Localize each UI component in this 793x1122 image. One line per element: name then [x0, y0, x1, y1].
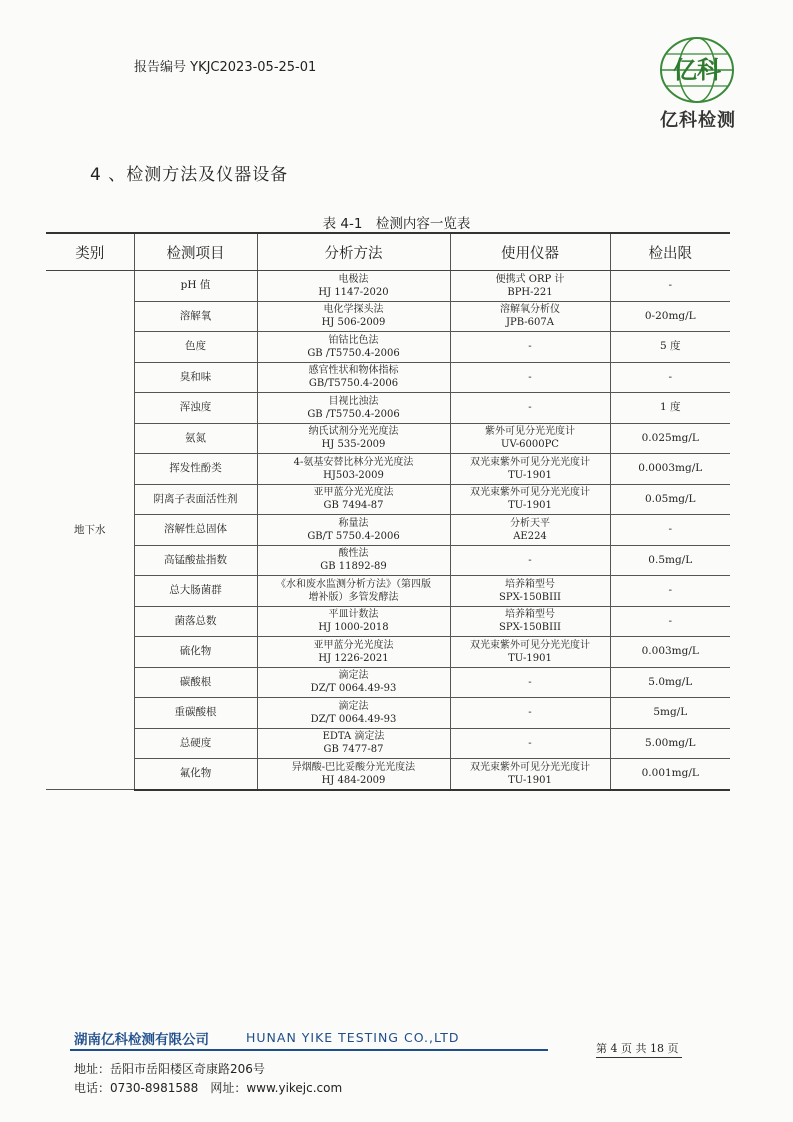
method-line: 酸性法: [338, 548, 369, 560]
method-line: GB 7494-87: [323, 500, 384, 512]
company-logo: [648, 34, 744, 131]
method-line: EDTA 滴定法: [322, 731, 385, 743]
instrument-line: JPB-607A: [506, 317, 554, 329]
logo-text: 亿科检测: [660, 110, 736, 131]
method-line: HJ 484-2009: [321, 774, 386, 786]
method-cell: [257, 728, 450, 759]
item-cell: 氟化物: [134, 759, 257, 790]
method-cell: [257, 515, 450, 546]
header-item: 检测项目: [134, 233, 257, 271]
header-limit: 检出限: [610, 233, 730, 271]
footer-address: 地址：岳阳市岳阳楼区奇康路206号: [74, 1062, 265, 1076]
limit-cell: -: [610, 271, 730, 302]
table-row: [46, 667, 730, 698]
instrument-line: TU-1901: [508, 469, 552, 481]
header-category: 类别: [46, 233, 134, 271]
instrument-line: -: [528, 341, 532, 353]
item-cell: 硫化物: [134, 637, 257, 668]
instrument-line: 培养箱型号: [505, 609, 555, 621]
table-row: [46, 332, 730, 363]
limit-cell: 5mg/L: [610, 698, 730, 729]
instrument-line: TU-1901: [508, 500, 552, 512]
item-cell: 阴离子表面活性剂: [134, 484, 257, 515]
table-row: [46, 576, 730, 607]
limit-cell: 0.001mg/L: [610, 759, 730, 790]
table-row: [46, 271, 730, 302]
method-line: 《水和废水监测分析方法》（第四版: [276, 578, 431, 590]
instrument-line: -: [528, 554, 532, 566]
instrument-line: 紫外可见分光光度计: [485, 426, 575, 438]
instrument-line: 便携式 ORP 计: [495, 273, 565, 285]
method-line: 纳氏试剂分光光度法: [308, 426, 399, 438]
category-cell: 地下水: [46, 271, 134, 790]
method-line: 4-氨基安替比林分光光度法: [293, 456, 414, 468]
method-line: GB/T 5750.4-2006: [307, 530, 400, 542]
table-row: [46, 545, 730, 576]
method-line: 电极法: [338, 273, 369, 285]
item-cell: 臭和味: [134, 362, 257, 393]
table-row: [46, 454, 730, 485]
method-line: HJ503-2009: [323, 469, 384, 481]
method-cell: [257, 393, 450, 424]
limit-cell: 0.05mg/L: [610, 484, 730, 515]
item-cell: 溶解性总固体: [134, 515, 257, 546]
report-number: 报告编号 YKJC2023-05-25-01: [134, 60, 317, 75]
item-cell: 挥发性酚类: [134, 454, 257, 485]
table-row: [46, 393, 730, 424]
method-line: 电化学探头法: [323, 304, 384, 316]
instrument-line: 双光束紫外可见分光光度计: [470, 456, 590, 468]
item-cell: 重碳酸根: [134, 698, 257, 729]
method-line: GB /T5750.4-2006: [307, 408, 400, 420]
method-line: 增补版）多管发酵法: [308, 591, 399, 603]
limit-cell: -: [610, 576, 730, 607]
method-cell: [257, 576, 450, 607]
table-row: [46, 515, 730, 546]
instrument-cell: [450, 606, 610, 637]
method-line: HJ 1226-2021: [318, 652, 389, 664]
method-cell: [257, 698, 450, 729]
method-cell: [257, 545, 450, 576]
instrument-line: -: [528, 676, 532, 688]
limit-cell: 0-20mg/L: [610, 301, 730, 332]
limit-cell: 0.025mg/L: [610, 423, 730, 454]
method-line: GB/T5750.4-2006: [308, 378, 399, 390]
method-line: 感官性状和物体指标: [308, 365, 399, 377]
instrument-line: SPX-150BIII: [498, 622, 561, 634]
footer-contact: 电话：0730-8981588 网址：www.yikejc.com: [74, 1081, 343, 1095]
instrument-line: 双光束紫外可见分光光度计: [470, 639, 590, 651]
table-row: [46, 728, 730, 759]
instrument-line: AE224: [513, 530, 547, 542]
instrument-cell: [450, 423, 610, 454]
logo-mark-text: 亿科: [673, 55, 721, 84]
footer-company-en: HUNAN YIKE TESTING CO.,LTD: [246, 1030, 460, 1045]
instrument-cell: [450, 454, 610, 485]
instrument-line: -: [528, 737, 532, 749]
instrument-cell: [450, 484, 610, 515]
limit-cell: 0.003mg/L: [610, 637, 730, 668]
footer-divider: [70, 1049, 548, 1051]
method-cell: [257, 484, 450, 515]
method-line: 称量法: [338, 517, 369, 529]
method-cell: [257, 332, 450, 363]
header-method: 分析方法: [257, 233, 450, 271]
instrument-cell: [450, 667, 610, 698]
limit-cell: 0.0003mg/L: [610, 454, 730, 485]
table-header-row: [46, 233, 730, 271]
item-cell: 菌落总数: [134, 606, 257, 637]
instrument-cell: [450, 728, 610, 759]
limit-cell: -: [610, 362, 730, 393]
item-cell: 总硬度: [134, 728, 257, 759]
limit-cell: 5.00mg/L: [610, 728, 730, 759]
method-line: 滴定法: [338, 670, 369, 682]
table-row: [46, 698, 730, 729]
page-number: 第 4 页 共 18 页: [596, 1040, 682, 1058]
instrument-line: TU-1901: [508, 774, 552, 786]
method-cell: [257, 362, 450, 393]
method-line: GB 7477-87: [323, 744, 384, 756]
instrument-line: -: [528, 371, 532, 383]
globe-logo-icon: [658, 34, 736, 106]
instrument-cell: [450, 271, 610, 302]
header-instrument: 使用仪器: [450, 233, 610, 271]
method-cell: [257, 271, 450, 302]
method-line: GB 11892-89: [320, 561, 387, 573]
method-line: 亚甲蓝分光光度法: [313, 487, 394, 499]
section-title: 4 、检测方法及仪器设备: [90, 165, 289, 185]
instrument-line: 双光束紫外可见分光光度计: [470, 487, 590, 499]
instrument-cell: [450, 515, 610, 546]
instrument-line: 培养箱型号: [505, 578, 555, 590]
method-line: 目视比浊法: [328, 395, 379, 407]
table-row: [46, 606, 730, 637]
instrument-line: -: [528, 402, 532, 414]
method-cell: [257, 423, 450, 454]
limit-cell: -: [610, 515, 730, 546]
instrument-cell: [450, 301, 610, 332]
method-cell: [257, 637, 450, 668]
instrument-cell: [450, 698, 610, 729]
method-cell: [257, 301, 450, 332]
method-line: 平皿计数法: [328, 609, 379, 621]
item-cell: 色度: [134, 332, 257, 363]
method-line: HJ 506-2009: [321, 317, 386, 329]
instrument-line: -: [528, 707, 532, 719]
method-line: DZ/T 0064.49-93: [310, 683, 397, 695]
instrument-line: UV-6000PC: [501, 439, 559, 451]
table-row: [46, 759, 730, 790]
instrument-cell: [450, 759, 610, 790]
item-cell: 高锰酸盐指数: [134, 545, 257, 576]
table-row: [46, 362, 730, 393]
instrument-cell: [450, 332, 610, 363]
method-cell: [257, 759, 450, 790]
item-cell: 溶解氧: [134, 301, 257, 332]
footer-company-cn: 湖南亿科检测有限公司: [74, 1032, 209, 1048]
method-cell: [257, 606, 450, 637]
item-cell: 氨氮: [134, 423, 257, 454]
method-line: 滴定法: [338, 700, 369, 712]
method-line: HJ 535-2009: [321, 439, 386, 451]
method-line: 亚甲蓝分光光度法: [313, 639, 394, 651]
method-line: HJ 1000-2018: [318, 622, 389, 634]
instrument-line: 溶解氧分析仪: [500, 304, 560, 316]
item-cell: 浑浊度: [134, 393, 257, 424]
method-line: GB /T5750.4-2006: [307, 347, 400, 359]
limit-cell: 1 度: [610, 393, 730, 424]
method-cell: [257, 454, 450, 485]
detection-table: [46, 232, 730, 791]
table-caption: 表 4-1 检测内容一览表: [322, 216, 471, 232]
method-line: 铂钴比色法: [328, 334, 379, 346]
instrument-line: TU-1901: [508, 652, 552, 664]
instrument-line: 双光束紫外可见分光光度计: [470, 761, 590, 773]
table-row: [46, 637, 730, 668]
table-row: [46, 484, 730, 515]
instrument-line: 分析天平: [510, 517, 550, 529]
instrument-line: BPH-221: [507, 286, 553, 298]
instrument-cell: [450, 393, 610, 424]
table-row: [46, 301, 730, 332]
instrument-cell: [450, 576, 610, 607]
method-cell: [257, 667, 450, 698]
table-row: [46, 423, 730, 454]
item-cell: 碳酸根: [134, 667, 257, 698]
limit-cell: -: [610, 606, 730, 637]
instrument-cell: [450, 362, 610, 393]
instrument-cell: [450, 545, 610, 576]
limit-cell: 5.0mg/L: [610, 667, 730, 698]
method-line: 异烟酸-巴比妥酸分光光度法: [291, 761, 416, 773]
instrument-cell: [450, 637, 610, 668]
limit-cell: 5 度: [610, 332, 730, 363]
method-line: HJ 1147-2020: [318, 286, 389, 298]
item-cell: 总大肠菌群: [134, 576, 257, 607]
limit-cell: 0.5mg/L: [610, 545, 730, 576]
method-line: DZ/T 0064.49-93: [310, 713, 397, 725]
instrument-line: SPX-150BIII: [498, 591, 561, 603]
item-cell: pH 值: [134, 271, 257, 302]
